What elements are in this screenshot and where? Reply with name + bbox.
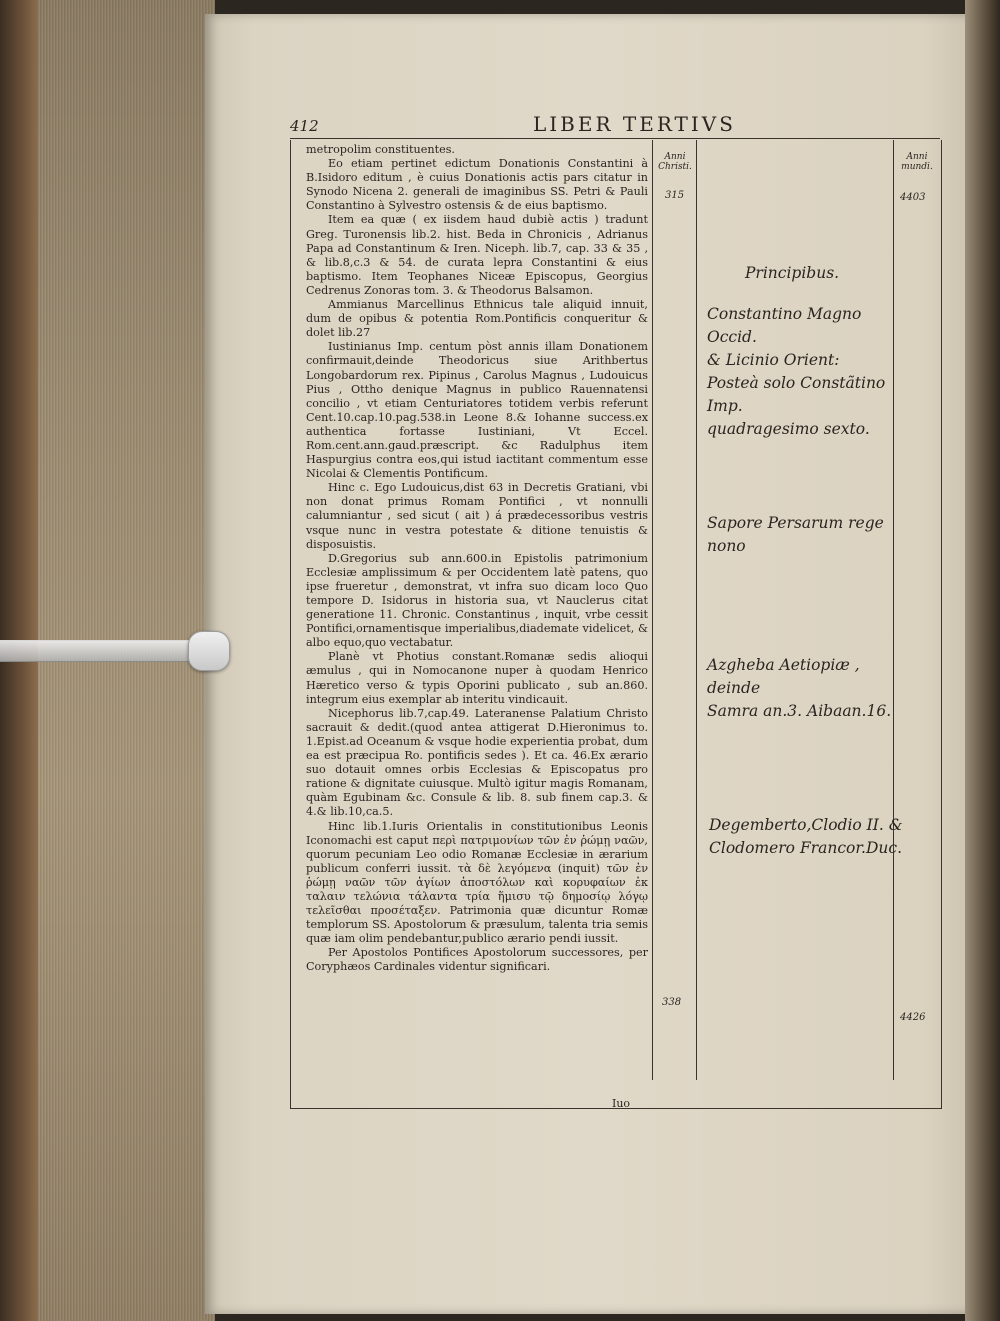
page-number: 412 [290, 117, 319, 135]
paragraph: Planè vt Photius constant.Romanæ sedis alioqui æmulus , qui in Nomocanone nuper à quodam Henrico Hæretico verso & typis Oporini publicato , sub an.860. integrum eius exemplar ab interitu vindicauit. [306, 650, 648, 706]
year-mundi: 4426 [900, 1012, 926, 1023]
main-text-column [306, 143, 648, 975]
column-divider [652, 140, 653, 1080]
year-mundi: 4403 [900, 192, 926, 203]
page-clip-arm [0, 640, 200, 662]
year-christi: 315 [665, 190, 685, 201]
book-gutter [965, 0, 1000, 1321]
paragraph: Item ea quæ ( ex iisdem haud dubiè actis ) tradunt Greg. Turonensis lib.2. hist. Beda in Chronicis , Adrianus Papa ad Constantinum & Iren. Niceph. lib.7, cap. 33 & 35 , & lib.8,c.3 & 54. de curata lepra Constantini & eius baptismo. Item Teophanes Niceæ Episcopus, Georgius Cedrenus Zonoras tom. 3. & Theodorus Balsamon. [306, 213, 648, 297]
anni-mundi-heading: Anni mundi. [901, 152, 933, 172]
ruler-line: Posteà solo Constãtino Imp. [707, 374, 886, 415]
paragraph: Ammianus Marcellinus Ethnicus tale aliquid innuit, dum de opibus & potentia Rom.Pontificis conqueritur & dolet lib.27 [306, 298, 648, 340]
anni-christi-heading: Anni Christi. [658, 152, 692, 172]
rulers-ethiopia [707, 654, 902, 723]
paragraph: D.Gregorius sub ann.600.in Epistolis patrimonium Ecclesiæ amplissimum & per Occidentem latè patens, quo ipse frueretur , demonstrat, vt infra suo dicam loco Quo tempore D. Isidorus in historia sua, vt Nauclerus citat generatione 11. Chronic. Constantinus , inquit, vrbe cessit Pontifici,ornamentisque imperialibus,diademate videlicet, & albo equo,quo vectabatur. [306, 551, 648, 650]
catchword: Iuo [612, 1097, 631, 1110]
column-divider [893, 140, 894, 1080]
page-clip-icon [188, 631, 230, 671]
paragraph: Per Apostolos Pontifices Apostolorum successores, per Coryphæos Cardinales videntur significari. [306, 946, 648, 974]
paragraph: Hinc lib.1.Iuris Orientalis in constitutionibus Leonis Iconomachi est caput περὶ πατριμονίων τῶν ἐν ῥώμῃ ναῶν, quorum pecuniam Leo odio Romanæ Ecclesiæ in ærarium publicum conferri iussit. τὰ δὲ λεγόμενα (inquit) τῶν ἐν ῥώμῃ ναῶν τῶν ἁγίων ἀποστόλων καὶ κορυφαίων ἐκ ταλαιν τελώνια τάλαντα τρία ἥμισυ τῷ δημοσίῳ λόγῳ τελεῖσθαι προσέταξεν. Patrimonia quæ dicuntur Romæ templorum SS. Apostolorum & præsulum, talenta tria semis quæ iam olim pendebantur,publico ærario pendi iussit. [306, 819, 648, 946]
year-christi: 338 [662, 997, 682, 1008]
rulers-heading: Principibus. [745, 264, 840, 282]
rulers-rome [707, 303, 902, 441]
ruler-line: quadragesimo sexto. [707, 420, 870, 438]
paragraph: Eo etiam pertinet edictum Donationis Constantini à B.Isidoro editum , è cuius Donationis actis pars citatur in Synodo Nicena 2. generali de imaginibus SS. Petri & Pauli Constantino à Sylvestro ostensis & de eius baptismo. [306, 157, 648, 213]
header-rule [290, 138, 940, 139]
paragraph: Iustinianus Imp. centum pòst annis illam Donationem confirmauit,deinde Theodoricus siue Arithbertus Longobardorum rex. Pipinus , Carolus Magnus , Ludouicus Pius , Ottho denique Magnus in publico Rauennatensi concilio , vt etiam Centuriatores totidem verbis referunt Cent.10.cap.10.pag.538.in Leone 8.& Iohanne success.ex authentica fortasse Iustiniani, Vt Eccel. Rom.cent.ann.gaud.præscript. &c Radulphus item Haspurgius contra eos,qui istud iactitant commentum esse Nicolai & Clementis Pontificum. [306, 340, 648, 481]
paragraph: Nicephorus lib.7,cap.49. Lateranense Palatium Christo sacrauit & dedit.(quod antea attigerat D.Hieronimus to. 1.Epist.ad Oceanum & vsque hodie experientia probat, dum ea est præcipua Ro. pontificis sedes ). Et ca. 46.Ex ærario suo dotauit omnes orbis Ecclesias & Episcopatus pro ratione & dignitate cuiusque. Multò igitur magis Romanam, quàm Egubinam &c. Consule & lib. 8. sub finem cap.3. & 4.& lib.10,ca.5. [306, 706, 648, 819]
ruler-line: Constantino Magno Occid. [707, 305, 862, 346]
running-title: LIBER TERTIVS [533, 112, 736, 136]
ruler-line: Degemberto,Clodio II. & [709, 816, 903, 834]
ruler-line: & Licinio Orient: [707, 351, 840, 369]
ruler-line: Clodomero Francor.Duc. [709, 839, 902, 857]
ruler-line: Sapore Persarum rege nono [707, 514, 884, 555]
rulers-franks [709, 814, 904, 860]
rulers-persia [707, 512, 902, 558]
ruler-line: Azgheba Aetiopiæ , deinde [707, 656, 860, 697]
ruler-line: Samra an.3. Aibaan.16. [707, 702, 892, 720]
paragraph: Hinc c. Ego Ludouicus,dist 63 in Decretis Gratiani, vbi non donat primus Romam Pontifici , vt nonnulli calumniantur , sed sicut ( ait ) á prædecessoribus vestris vsque nunc in vestra potestate & ditione tenuistis & disposuistis. [306, 481, 648, 551]
column-divider [696, 140, 697, 1080]
paragraph: metropolim constituentes. [306, 143, 455, 156]
